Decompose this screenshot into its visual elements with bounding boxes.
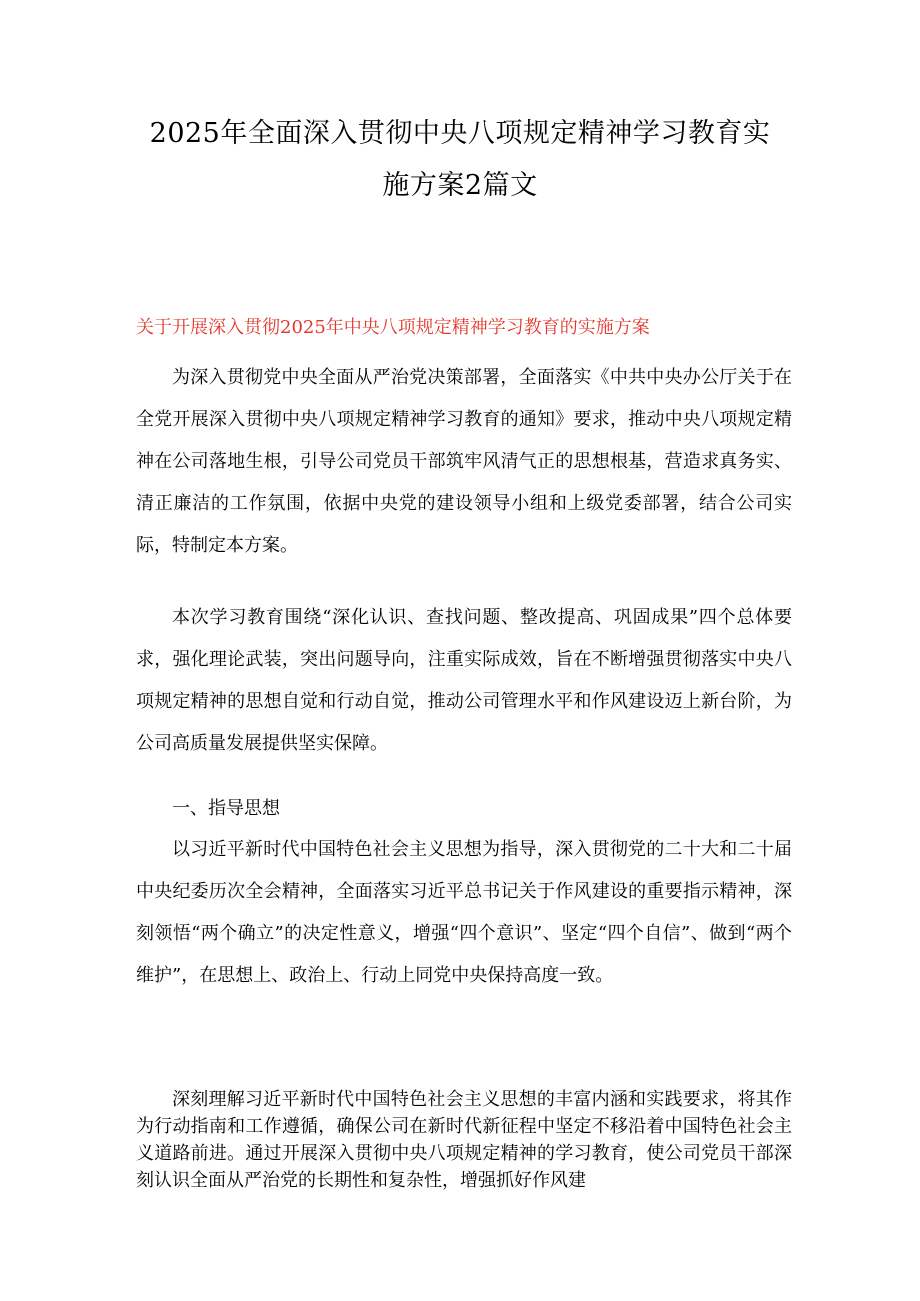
- heading-text: 一、指导思想: [172, 798, 280, 819]
- paragraph-guiding-ideology: [136, 829, 792, 997]
- paragraph-text: 本次学习教育围绕“深化认识、查找问题、整改提高、巩固成果”四个总体要求，强化理论武装，突出问题导向，注重实际成效，旨在不断增强贯彻落实中央八项规定精神的思想自觉和行动自觉，推动公司管理水平和作风建设迈上新台阶，为公司高质量发展提供坚实保障。: [136, 607, 792, 754]
- paragraph-text: 为深入贯彻党中央全面从严治党决策部署，全面落实《中共中央办公厅关于在全党开展深入贯彻中央八项规定精神学习教育的通知》要求，推动中央八项规定精神在公司落地生根，引导公司党员干部筑牢风清气正的思想根基，营造求真务实、清正廉洁的工作氛围，依据中央党的建设领导小组和上级党委部署，结合公司实际，特制定本方案。: [136, 367, 792, 556]
- document-title-line-1: 2025年全面深入贯彻中央八项规定精神学习教育实: [149, 118, 771, 149]
- paragraph-intro: [136, 357, 792, 567]
- paragraph-text: 以习近平新时代中国特色社会主义思想为指导，深入贯彻党的二十大和二十届中央纪委历次全会精神，全面落实习近平总书记关于作风建设的重要指示精神，深刻领悟“两个确立”的决定性意义，增强“四个意识”、坚定“四个自信”、做到“两个维护”，在思想上、政治上、行动上同党中央保持高度一致。: [136, 839, 792, 986]
- paragraph-text: 深刻理解习近平新时代中国特色社会主义思想的丰富内涵和实践要求，将其作为行动指南和工作遵循，确保公司在新时代新征程中坚定不移沿着中国特色社会主义道路前进。通过开展深入贯彻中央八项规定精神的学习教育，使公司党员干部深刻认识全面从严治党的长期性和复杂性，增强抓好作风建: [136, 1089, 792, 1191]
- paragraph-requirements: [136, 597, 792, 765]
- paragraph-understanding: [136, 1086, 792, 1194]
- heading-guiding-ideology: [136, 788, 792, 830]
- section-title: 关于开展深入贯彻2025年中央八项规定精神学习教育的实施方案: [136, 317, 650, 338]
- document-title-line-2: 施方案2篇文: [382, 170, 538, 201]
- document-title: [120, 108, 800, 212]
